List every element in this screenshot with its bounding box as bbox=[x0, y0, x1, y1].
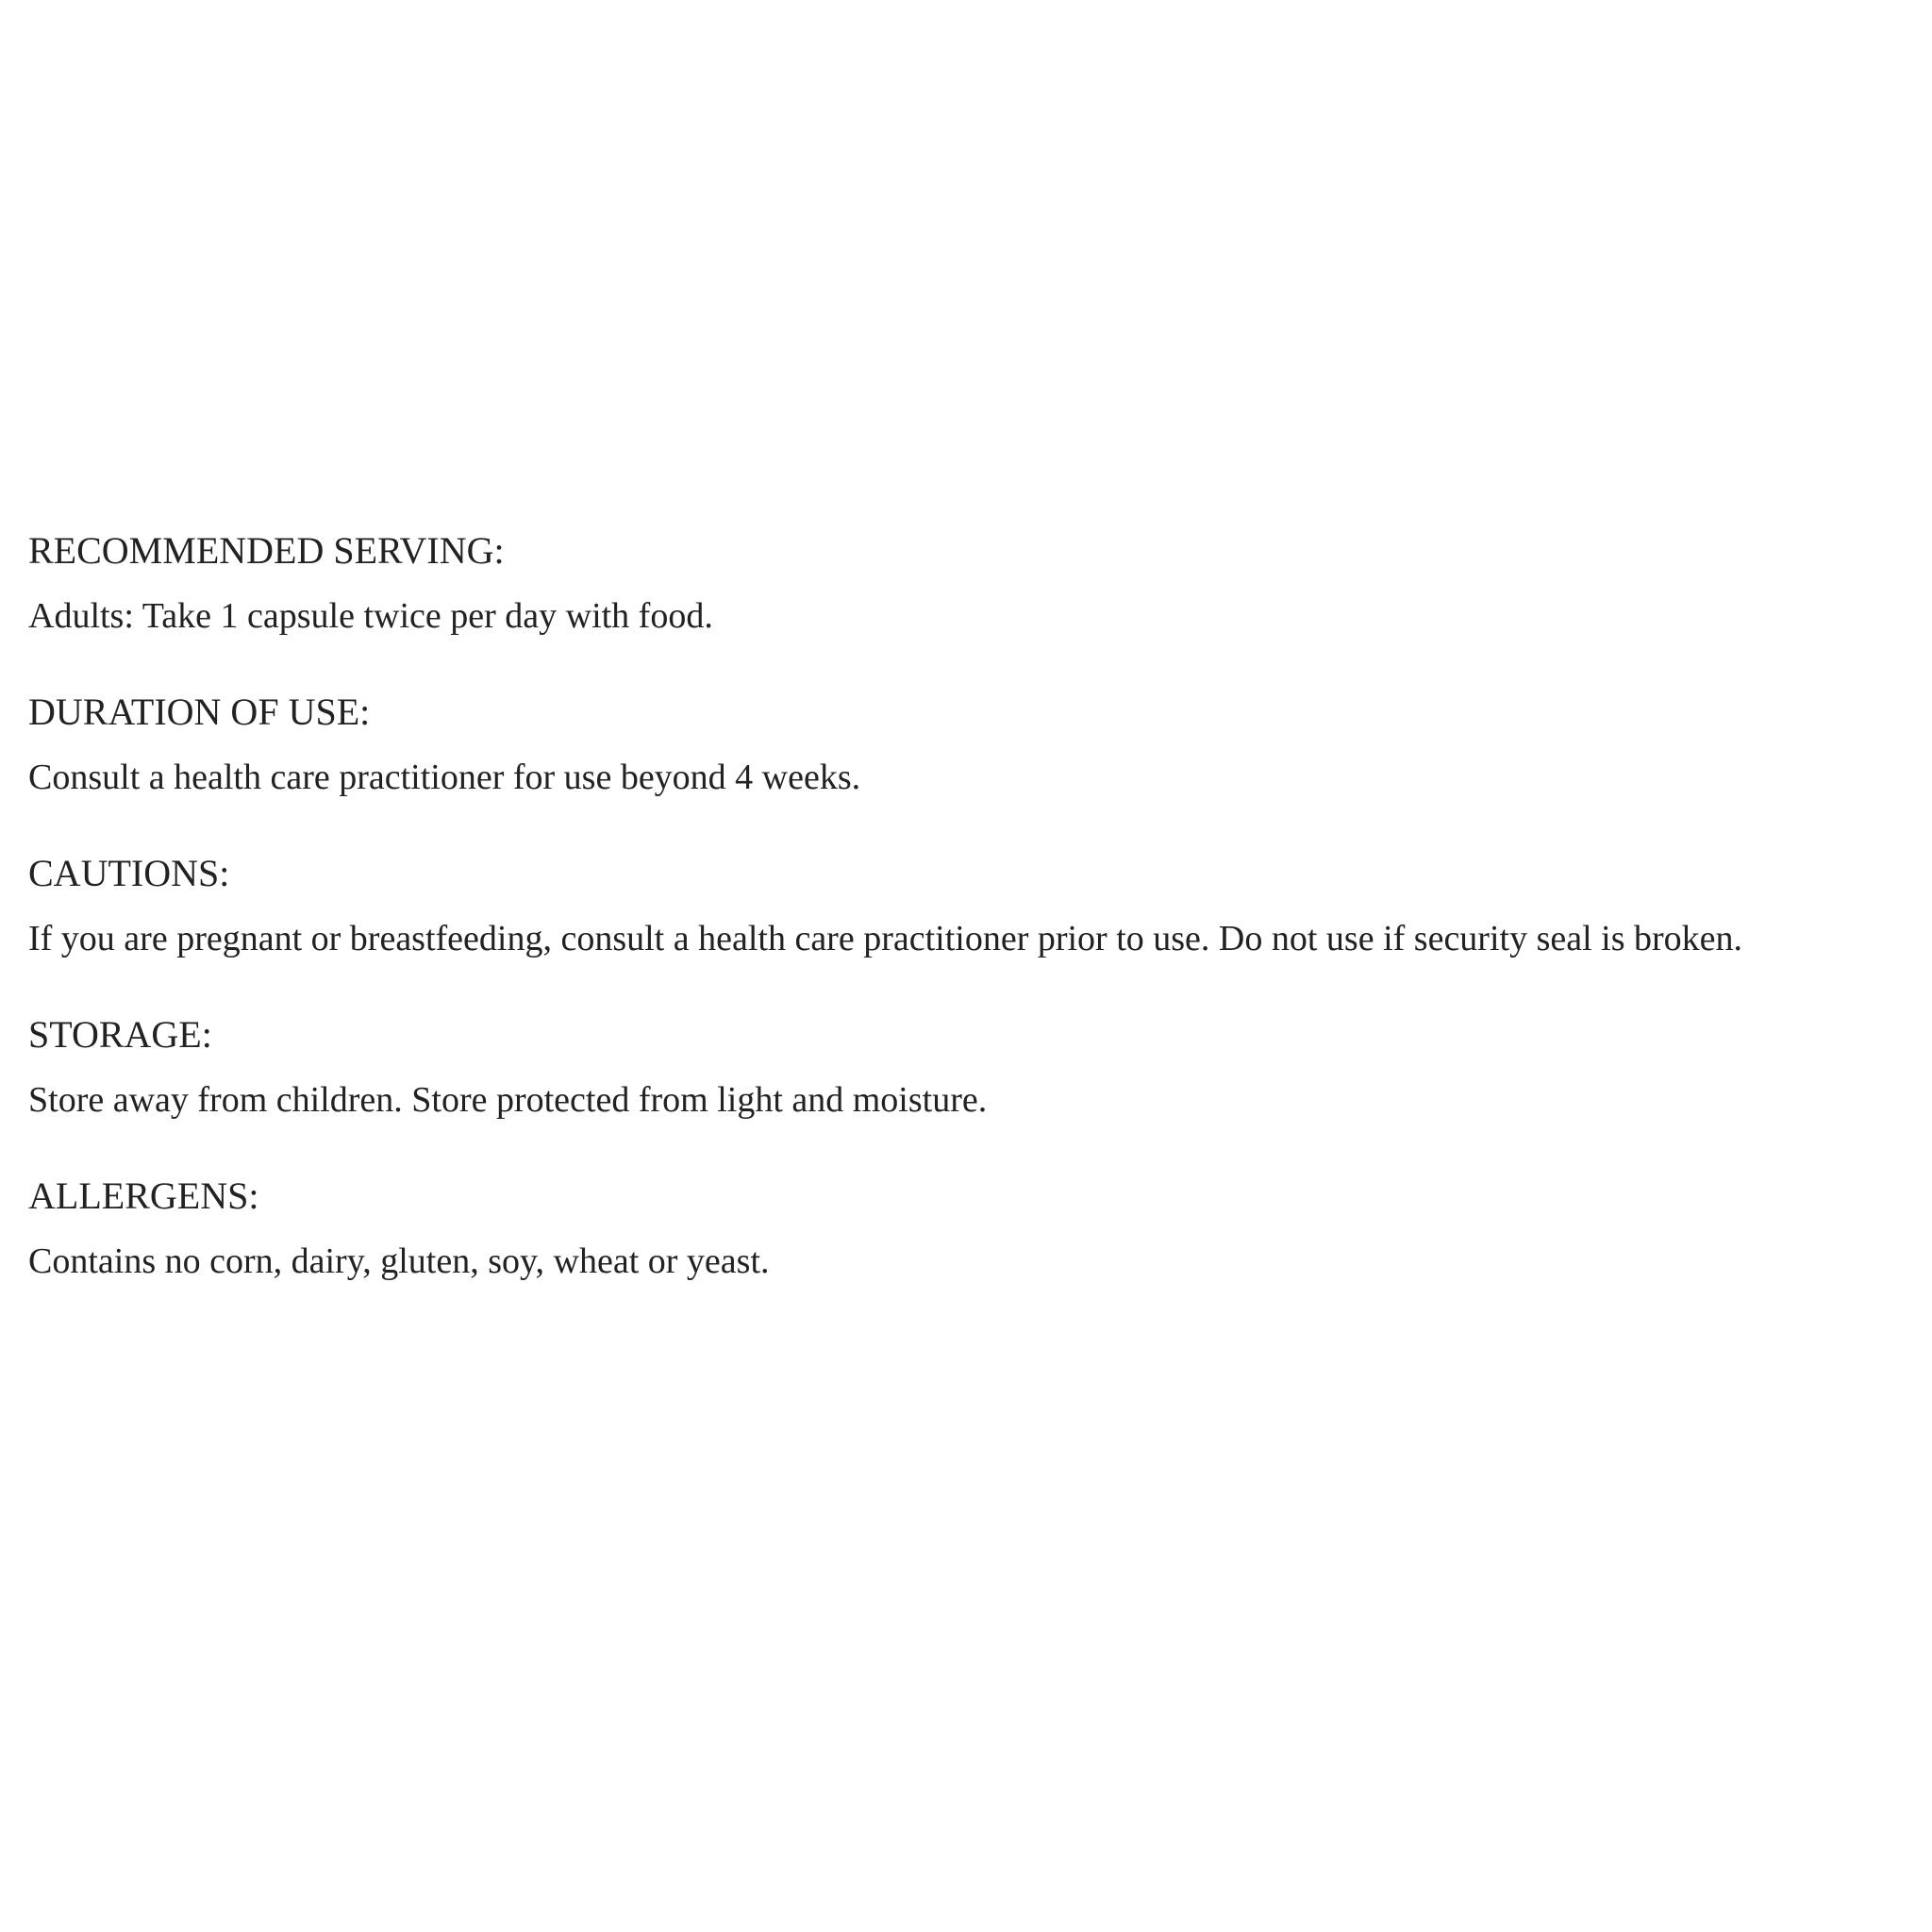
section-text: Consult a health care practitioner for use beyond 4 weeks. bbox=[28, 758, 861, 797]
recommended-serving-section bbox=[28, 528, 1906, 639]
section-text: If you are pregnant or breastfeeding, consult a health care practitioner prior to use. Do not use if security seal is broken. bbox=[28, 919, 1743, 958]
storage-section bbox=[28, 1012, 1906, 1123]
section-heading: STORAGE: bbox=[28, 1013, 212, 1056]
duration-of-use-section bbox=[28, 690, 1906, 800]
section-text: Contains no corn, dairy, gluten, soy, wheat or yeast. bbox=[28, 1241, 770, 1281]
section-heading: ALLERGENS: bbox=[28, 1174, 259, 1217]
allergens-section bbox=[28, 1174, 1906, 1284]
section-text: Store away from children. Store protected from light and moisture. bbox=[28, 1080, 988, 1120]
section-text: Adults: Take 1 capsule twice per day with food. bbox=[28, 596, 713, 636]
cautions-section bbox=[28, 851, 1906, 961]
section-heading: DURATION OF USE: bbox=[28, 691, 371, 733]
section-heading: RECOMMENDED SERVING: bbox=[28, 529, 505, 572]
section-heading: CAUTIONS: bbox=[28, 852, 230, 894]
product-information bbox=[28, 528, 1906, 1335]
